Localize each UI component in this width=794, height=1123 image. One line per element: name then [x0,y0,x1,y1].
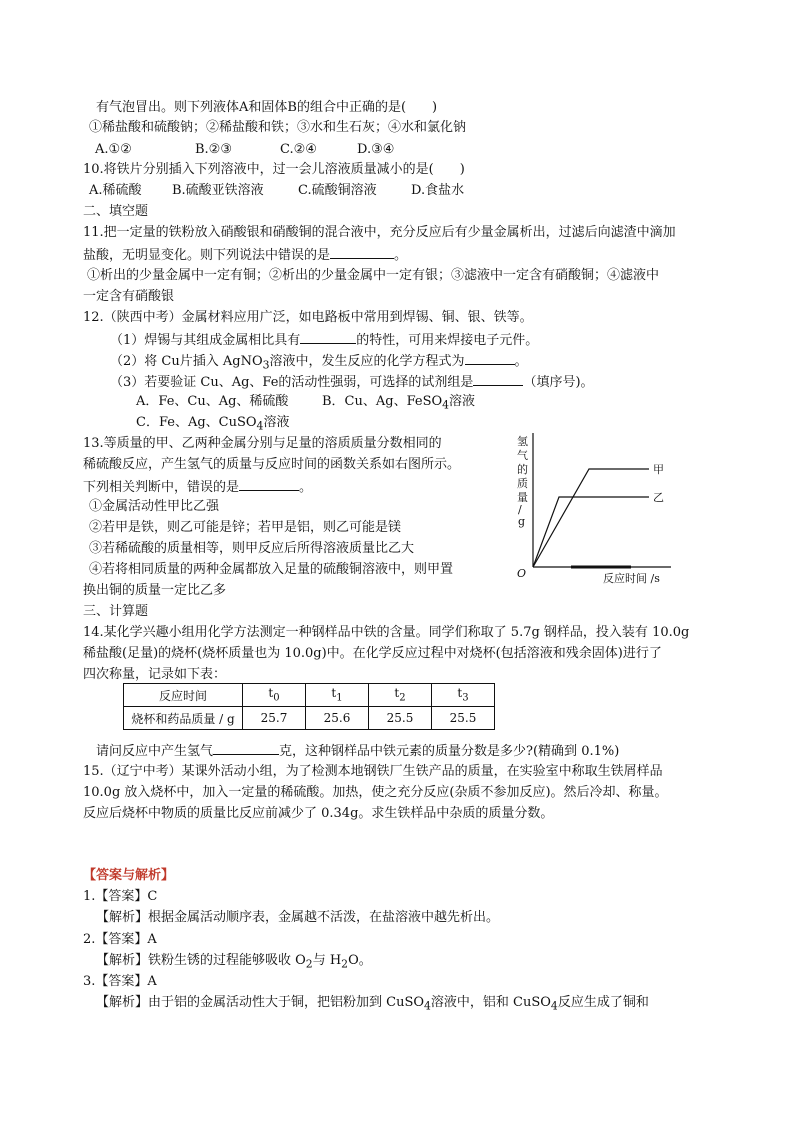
explanation-2-sub-1: 2 [305,957,313,971]
table-cell-t1: 25.6 [306,707,369,730]
table-header-t0-text: t [268,686,274,701]
graph-y-label-char-1: 氢 [517,435,528,448]
q13-option-3: ③若稀硫酸的质量相等，则甲反应后所得溶液质量比乙大 [89,541,415,556]
table-header-t3-sub: 3 [462,692,469,704]
graph-y-label-char-6: / [518,503,522,516]
q13-line1: 13.等质量的甲、乙两种金属分别与足量的溶质质量分数相同的 [83,436,442,451]
table-header-t2-text: t [394,686,400,701]
q9-list: ①稀盐酸和硫酸钠；②稀盐酸和铁；③水和生石灰；④水和氯化钠 [89,120,467,135]
graph-line-jia-label: 甲 [653,463,664,476]
graph-x-label: 反应时间 /s [603,572,660,585]
q11-line2-text: 盐酸，无明显变化。则下列说法中错误的是 [83,248,331,263]
q13-answer-blank[interactable] [239,476,299,491]
q12-part2-end: 。 [514,354,528,369]
q12-option-c-tail: 溶液 [263,415,290,430]
q12-option-c-text: C．Fe、Ag、CuSO [136,415,257,430]
q13-option-4: ④若将相同质量的两种金属都放入足量的硫酸铜溶液中，则甲置 [89,562,454,577]
explanation-2-end: O。 [348,953,372,968]
graph-origin-label: O [517,567,527,580]
table-header-t3-text: t [457,686,463,701]
q11-answer-blank[interactable] [330,244,394,259]
q12-option-b-tail: 溶液 [449,394,476,409]
q9-option-b: B.②③ [195,142,232,157]
q9-option-c: C.②④ [280,142,317,157]
graph-line-yi-label: 乙 [653,491,664,504]
answer-3: 3.【答案】A [83,974,157,989]
q12-part3 [110,371,594,393]
q12-part2-blank[interactable] [465,350,515,365]
q11-line2-end: 。 [394,248,408,263]
explanation-2-text: 【解析】铁粉生锈的过程能够吸收 O [96,953,306,968]
q13-option-1: ①金属活动性甲比乙强 [89,499,220,514]
q14-question-text: 请问反应中产生氢气 [96,744,214,759]
q12-option-b-subscript: 4 [442,398,450,412]
q12-option-c-subscript: 4 [256,419,264,433]
section-fill-in: 二、填空题 [83,204,149,219]
q12-option-b-text: B．Cu、Ag、FeSO [322,394,443,409]
table-header-t1 [306,684,369,707]
graph-y-label-char-2: 气 [517,449,528,462]
q12-part2-subscript: 3 [262,358,270,372]
q12-part1-text: （1）焊锡与其组成金属相比具有 [110,333,301,348]
q12-line1: 12.（陕西中考）金属材料应用广泛，如电路板中常用到焊锡、铜、银、铁等。 [83,310,533,325]
q14-data-table [123,683,495,730]
q15-line2: 10.0g 放入烧杯中，加入一定量的稀硫酸。加热，使之充分反应(杂质不参加反应)。然后冷却、称量。 [83,785,668,800]
explanation-3 [96,993,649,1017]
q14-line3: 四次称量，记录如下表： [83,667,227,682]
q15-line1: 15.（辽宁中考）某课外活动小组，为了检测本地钢铁厂生铁产品的质量，在实验室中称取生铁屑样品 [83,764,663,779]
table-header-t2-sub: 2 [399,692,406,704]
table-header-cell: 反应时间 [124,684,243,707]
q12-part1 [110,329,538,351]
explanation-3-sub-2: 4 [550,999,558,1013]
table-cell-t2: 25.5 [369,707,432,730]
graph-y-label-char-3: 的 [517,463,528,476]
q10-option-a: A.稀硫酸 [89,183,142,198]
q15-line3: 反应后烧杯中物质的质量比反应前减少了 0.34g。求生铁样品中杂质的质量分数。 [83,806,554,821]
explanation-2-sub-2: 2 [341,957,349,971]
explanation-1: 【解析】根据金属活动顺序表，金属越不活泼，在盐溶液中越先析出。 [96,910,500,925]
answer-2: 2.【答案】A [83,932,157,947]
graph-y-label-char-7: g [518,515,526,528]
q13-line3-text: 下列相关判断中，错误的是 [83,480,240,495]
q10-option-c: C.硫酸铜溶液 [298,183,377,198]
table-cell-t3: 25.5 [432,707,495,730]
explanation-3-mid: 溶液中，铝和 CuSO [430,995,551,1010]
table-header-t0-sub: 0 [273,692,280,704]
hydrogen-time-graph [511,427,681,585]
table-cell-t0: 25.7 [243,707,306,730]
q9-option-a: A.①② [95,142,132,157]
q11-line1: 11.把一定量的铁粉放入硝酸银和硝酸铜的混合液中，充分反应后有少量金属析出，过滤后向滤渣中滴加 [83,225,676,240]
q10-option-b: B.硫酸亚铁溶液 [172,183,264,198]
q12-part3-text: （3）若要验证 Cu、Ag、Fe的活动性强弱，可选择的试剂组是 [110,375,474,390]
q12-option-b [322,392,475,416]
q13-option-4-cont: 换出铜的质量一定比乙多 [83,583,227,598]
graph-y-label-char-5: 量 [517,491,528,504]
explanation-3-text: 【解析】由于铝的金属活动性大于铜，把铝粉加到 CuSO [96,995,425,1010]
q12-part1-tail: 的特性，可用来焊接电子元件。 [356,333,539,348]
table-row [124,707,495,730]
q11-line3: ①析出的少量金属中一定有铜；②析出的少量金属中一定有银；③滤液中一定含有硝酸铜；④滤液中 [87,268,660,283]
q13-line2: 稀硫酸反应，产生氢气的质量与反应时间的函数关系如右图所示。 [83,457,461,472]
q10-option-d: D.食盐水 [411,183,465,198]
graph-y-label-char-4: 质 [517,477,528,490]
q12-option-a: A．Fe、Cu、Ag、稀硫酸 [136,394,289,409]
explanation-3-sub-1: 4 [424,999,431,1013]
q12-part2-text: （2）将 Cu片插入 AgNO [110,354,263,369]
q12-part3-tail: （填序号)。 [523,375,594,390]
table-row-label: 烧杯和药品质量 / g [124,707,243,730]
q11-line4: 一定含有硝酸银 [83,289,175,304]
q11-line2 [83,244,407,266]
q14-question [96,740,619,762]
q9-stem: 有气泡冒出。则下列液体A和固体B的组合中正确的是( ) [96,100,438,115]
table-header-t1-text: t [331,686,337,701]
explanation-3-end: 反应生成了铜和 [557,995,649,1010]
q12-part1-blank[interactable] [300,329,356,344]
q10-stem: 10.将铁片分别插入下列溶液中，过一会儿溶液质量减小的是( ) [83,162,465,177]
table-row [124,684,495,707]
q13-option-2: ②若甲是铁，则乙可能是锌；若甲是铝，则乙可能是镁 [89,520,402,535]
answers-header: 【答案与解析】 [83,868,175,883]
q14-question-tail: 克，这种钢样品中铁元素的质量分数是多少?(精确到 0.1%) [279,744,620,759]
table-header-t0 [243,684,306,707]
answer-1: 1.【答案】C [83,889,158,904]
table-header-t1-sub: 1 [336,692,343,704]
q14-line1: 14.某化学兴趣小组用化学方法测定一种钢样品中铁的含量。同学们称取了 5.7g 钢样品，投入装有 10.0g [83,625,690,640]
table-header-t2 [369,684,432,707]
explanation-2-mid: 与 H [312,953,342,968]
q12-part3-blank[interactable] [473,371,523,386]
q14-answer-blank[interactable] [213,740,279,755]
q14-line2: 稀盐酸(足量)的烧杯(烧杯质量也为 10.0g)中。在化学反应过程中对烧杯(包括溶液和残余固体)进行了 [83,646,662,661]
section-calculation: 三、计算题 [83,604,149,619]
table-header-t3 [432,684,495,707]
q12-part2-mid: 溶液中，发生反应的化学方程式为 [269,354,465,369]
q13-line3 [83,476,312,498]
q9-option-d: D.③④ [357,142,395,157]
q13-line3-end: 。 [299,480,313,495]
